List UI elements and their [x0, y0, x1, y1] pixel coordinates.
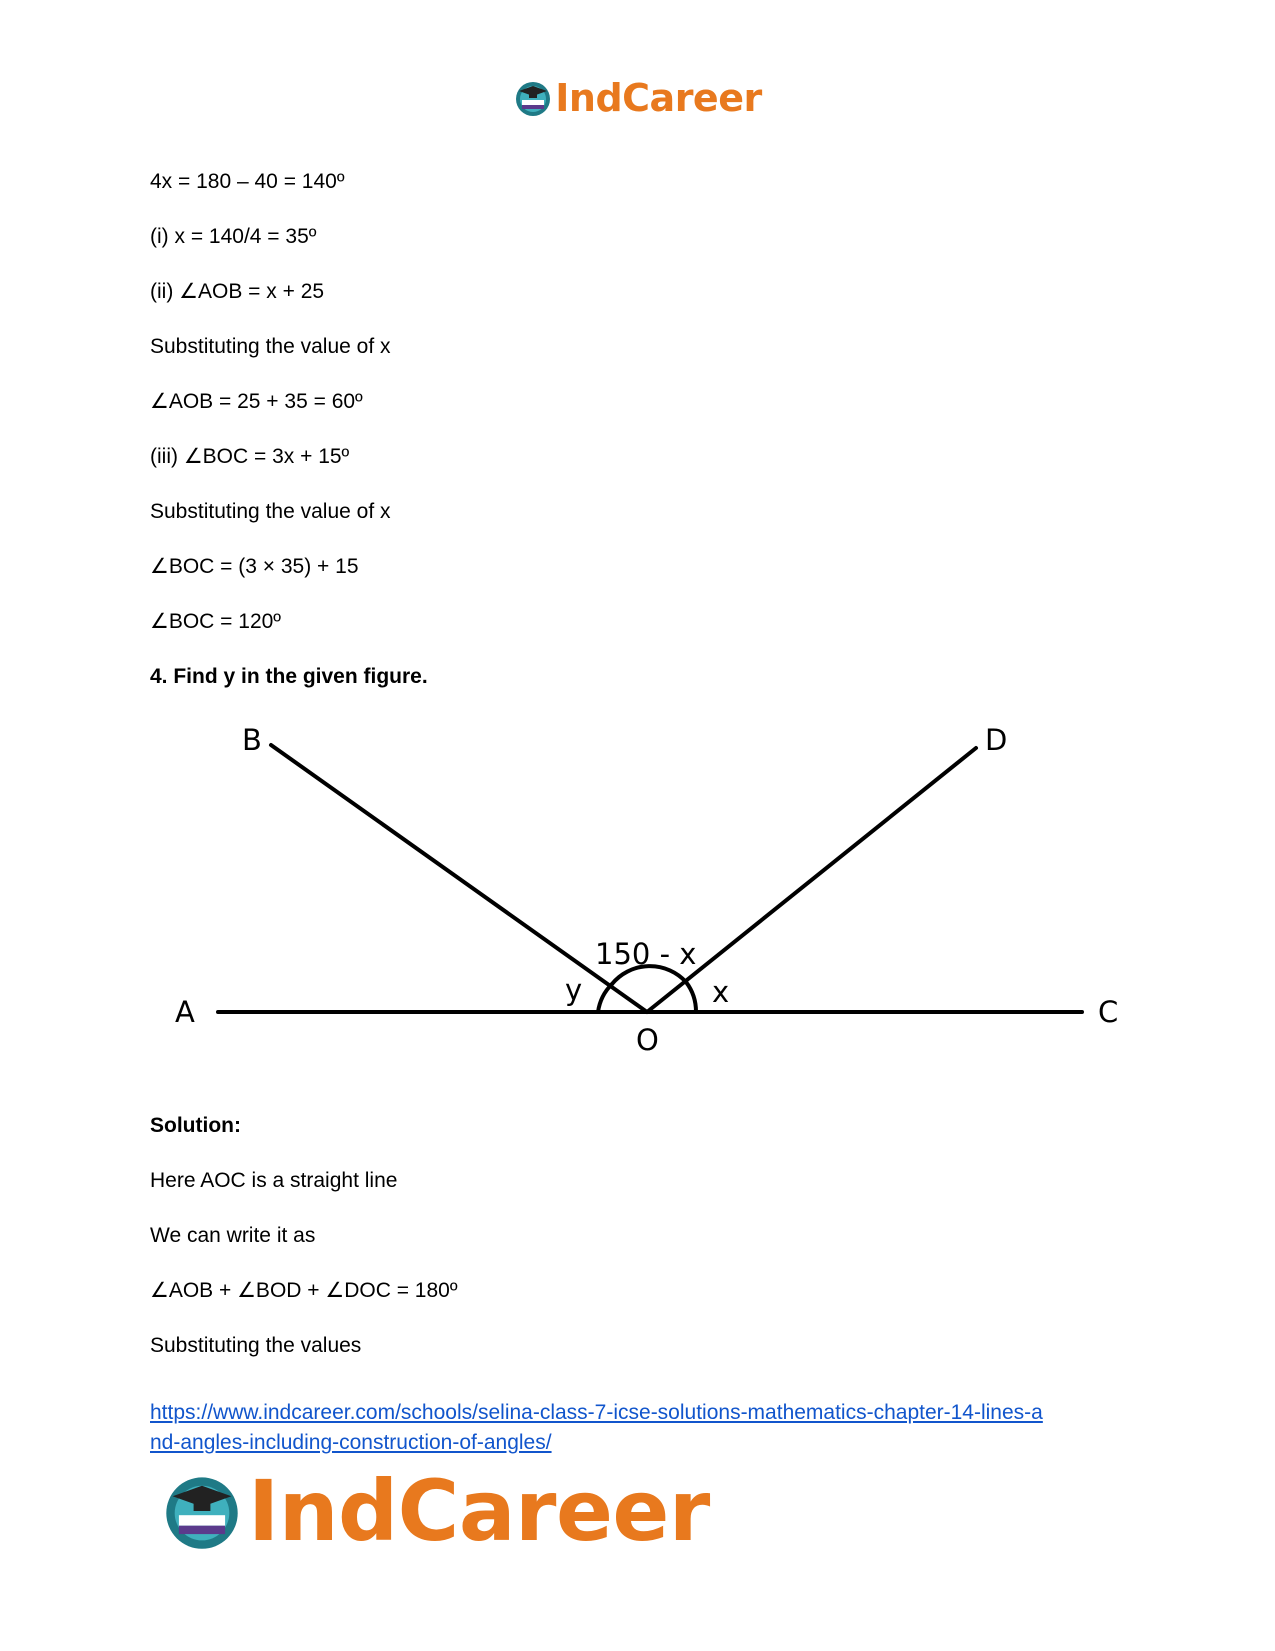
- logo-icon: [160, 1469, 244, 1553]
- label-y: y: [565, 973, 583, 1007]
- logo-icon: [513, 78, 553, 118]
- header-logo: [0, 76, 1275, 120]
- label-c: C: [1098, 995, 1119, 1029]
- text-line: ∠BOC = 120º: [150, 610, 281, 633]
- question-heading: 4. Find y in the given figure.: [150, 665, 428, 688]
- text-line: (i) x = 140/4 = 35º: [150, 225, 317, 248]
- text-line: Substituting the values: [150, 1334, 362, 1357]
- label-a: A: [175, 995, 195, 1029]
- text-line: Substituting the value of x: [150, 500, 391, 523]
- arc-y: [598, 984, 612, 1012]
- text-line: ∠AOB = 25 + 35 = 60º: [150, 390, 363, 413]
- source-link[interactable]: [150, 1398, 1130, 1458]
- source-link-line-1[interactable]: https://www.indcareer.com/schools/selina-class-7-icse-solutions-mathematics-chapter-14-lines-a: [150, 1401, 1043, 1424]
- label-x: x: [712, 975, 730, 1009]
- text-line: 4x = 180 – 40 = 140º: [150, 170, 345, 193]
- source-link-line-2[interactable]: nd-angles-including-construction-of-angles/: [150, 1431, 552, 1454]
- worked-solution: [150, 170, 1130, 720]
- logo-wordmark: IndCareer: [248, 1462, 710, 1560]
- text-line: ∠AOB + ∠BOD + ∠DOC = 180º: [150, 1279, 458, 1302]
- logo-wordmark: IndCareer: [555, 76, 762, 120]
- text-line: ∠BOC = (3 × 35) + 15: [150, 555, 359, 578]
- solution-heading: Solution:: [150, 1114, 241, 1137]
- text-line: (iii) ∠BOC = 3x + 15º: [150, 445, 350, 468]
- footer-logo: [160, 1462, 710, 1560]
- ray-ob: [271, 745, 647, 1012]
- label-angle-bod: 150 - x: [595, 937, 697, 971]
- angle-figure: [160, 720, 1140, 1075]
- text-line: We can write it as: [150, 1224, 316, 1247]
- arc-x: [686, 982, 696, 1012]
- ray-od: [647, 748, 976, 1012]
- text-line: (ii) ∠AOB = x + 25: [150, 280, 325, 303]
- text-line: Substituting the value of x: [150, 335, 391, 358]
- label-b: B: [242, 723, 262, 757]
- text-line: Here AOC is a straight line: [150, 1169, 398, 1192]
- solution-block: [150, 1114, 1130, 1389]
- label-d: D: [985, 723, 1008, 757]
- label-o: O: [636, 1023, 659, 1057]
